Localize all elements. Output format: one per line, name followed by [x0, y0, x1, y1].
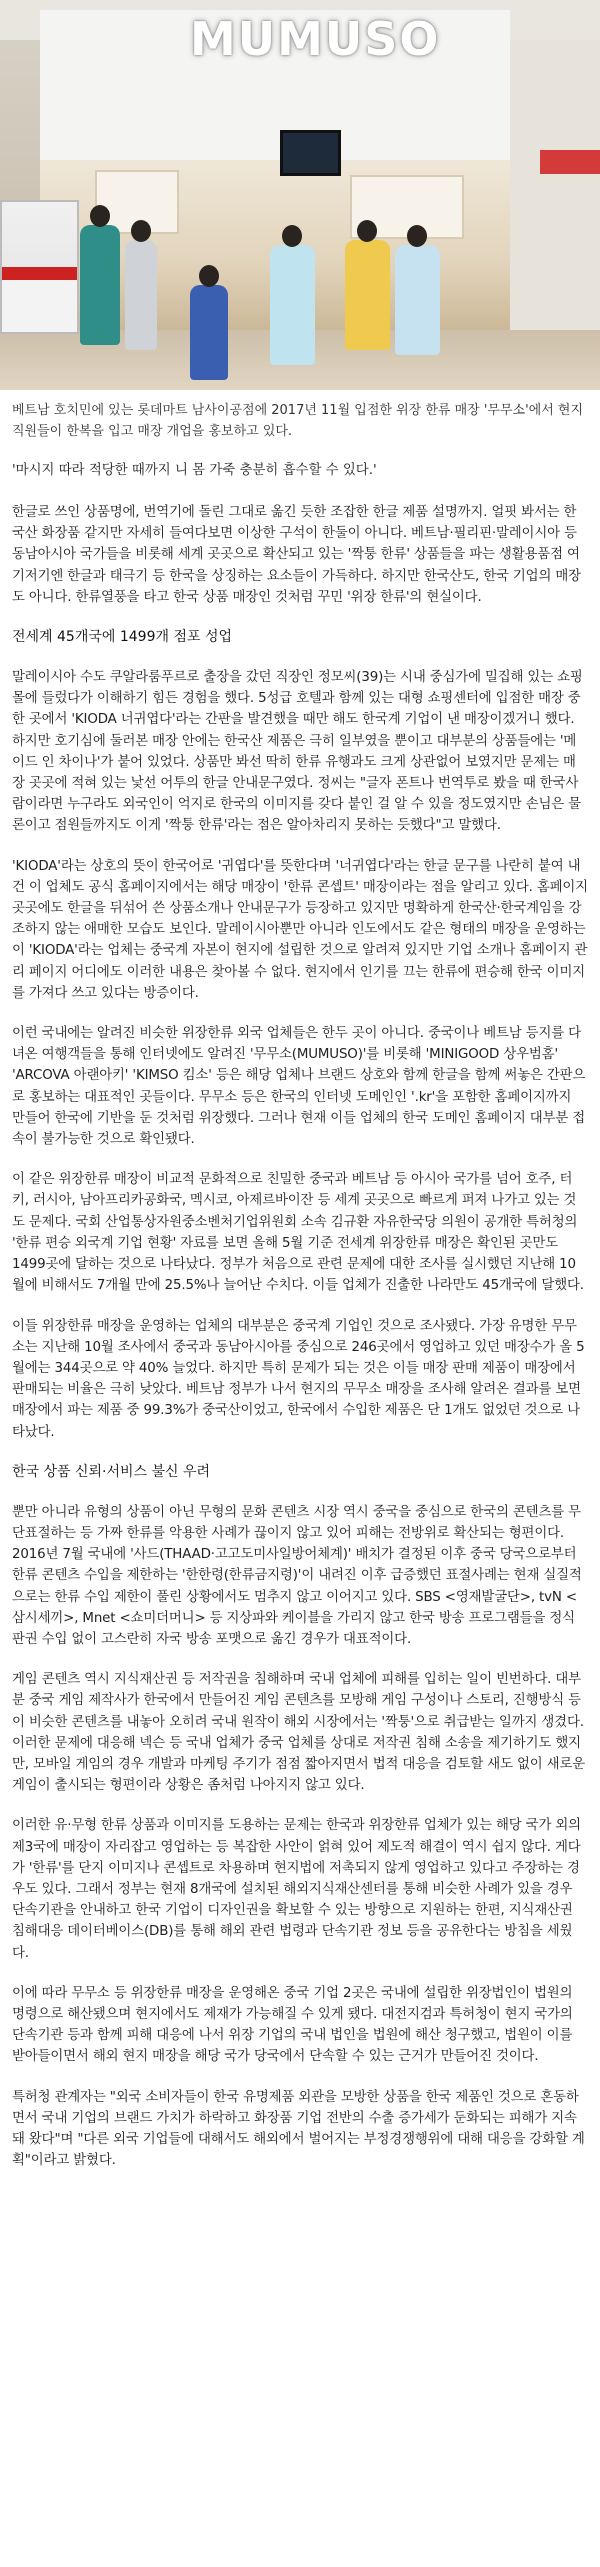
staff-hanbok-figure: [345, 240, 390, 350]
visitor-figure: [125, 240, 157, 350]
article-paragraph: 이런 국내에는 알려진 비슷한 위장한류 외국 업체들은 한두 곳이 아니다. 중국이나 베트남 등지를 다녀온 여행객들을 통해 인터넷에도 알려진 '무무소(MUMUSO)'를 비롯해 'MINIGOOD 상우범홈' 'ARCOVA 아랜아키' 'KIMSO 킴소' 등은 해당 업체나 브랜드 상호와 함께 한글을 함께 써놓은 간판으로 홍보하는 대표적인 곳들이다. 무무소 등은 한국의 인터넷 도메인인 '.kr'을 포함한 홈페이지까지 만들어 한국에 기반을 둔 것처럼 위장했다. 그러나 현재 이들 업체의 한국 도메인 홈페이지 대부분 접속이 불가능한 것으로 확인됐다.: [12, 1026, 586, 1148]
article-body: [0, 446, 600, 2171]
article-paragraph: 이러한 유·무형 한류 상품과 이미지를 도용하는 문제는 한국과 위장한류 업체가 있는 해당 국가 외의 제3국에 매장이 자리잡고 영업하는 등 복잡한 사안이 얽혀 있어 제도적 해결이 역시 쉽지 않다. 게다가 '한류'를 단지 이미지나 콘셉트로 차용하며 현지법에 저촉되지 않게 영업하고 있다고 주장하는 경우도 있다. 그래서 정부는 현재 8개국에 설치된 해외지식재산센터를 통해 비슷한 사례가 있을 경우 단속기관을 안내하고 한국 기업이 디자인권을 확보할 수 있는 방향으로 지원하는 한편, 지식재산권 침해대응 데이터베이스(DB)를 통해 해외 관련 법령과 단속기관 정보 등을 공유한다는 방침을 세웠다.: [12, 1818, 581, 1961]
child-head: [199, 265, 219, 287]
article-quote: '마시지 따라 적당한 때까지 니 몸 가죽 충분히 흡수할 수 있다.': [12, 463, 377, 478]
display-screen: [280, 130, 341, 176]
article-paragraph: 한글로 쓰인 상품명에, 번역기에 돌린 그대로 옮긴 듯한 조잡한 한글 제품 설명까지. 얼핏 봐서는 한국산 화장품 같지만 자세히 들여다보면 이상한 구석이 한둘이 아니다. 베트남·필리핀·말레이시아 등 동남아시아 국가들을 비롯해 세계 곳곳으로 확산되고 있는 '짝퉁 한류' 상품들을 파는 생활용품점 여기저기엔 한글과 태극기 등 한국을 상징하는 요소들이 가득하다. 하지만 한국산도, 한국 기업의 매장도 아니다. 한류열풍을 타고 한국 상품 매장인 것처럼 꾸민 '위장 한류'의 현실이다.: [12, 505, 581, 605]
article-paragraph: 이들 위장한류 매장을 운영하는 업체의 대부분은 중국계 기업인 것으로 조사됐다. 가장 유명한 무무소는 지난해 10월 조사에서 중국과 동남아시아를 중심으로 246곳에서 영업하고 있던 매장수가 올 5월에는 344곳으로 약 40% 늘었다. 하지만 특히 문제가 되는 것은 이들 매장 판매 제품이 매장에서 판매되는 비율은 극히 낮았다. 베트남 정부가 나서 현지의 무무소 매장을 조사해 알려온 결과를 보면 매장에서 파는 제품 중 99.3%가 중국산이었고, 한국에서 수입한 제품은 단 1개도 없었던 것으로 나타났다.: [12, 1318, 585, 1440]
article-paragraph: 'KIODA'라는 상호의 뜻이 한국어로 '귀엽다'를 뜻한다며 '너귀엽다'라는 한글 문구를 나란히 붙여 내건 이 업체도 공식 홈페이지에서는 해당 매장이 '한류 콘셉트' 매장이라는 점을 알리고 있다. 홈페이지 곳곳에도 한글을 뒤섞어 쓴 상품소개나 안내문구가 등장하고 있지만 명확하게 한국산·한국계임을 강조하지 않는 애매한 모습도 보인다. 말레이시아뿐만 아니라 인도에서도 같은 형태의 매장을 운영하는 이 'KIODA'라는 업체는 중국계 자본이 현지에 설립한 것으로 알려져 있지만 기업 소개나 홈페이지 관리 페이지 어디에도 이러한 내용은 찾아볼 수 없다. 현지에서 인기를 끄는 한류에 편승해 한국 이미지를 가져다 쓰고 있다는 방증이다.: [12, 858, 588, 1001]
article-paragraph: 말레이시아 수도 쿠알라룸푸르로 출장을 갔던 직장인 정모씨(39)는 시내 중심가에 밀집해 있는 쇼핑몰에 들렀다가 이해하기 힘든 경험을 했다. 5성급 호텔과 함께 있는 대형 쇼핑센터에 입점한 매장 중 한 곳에서 'KIODA 너귀엽다'라는 간판을 발견했을 때만 해도 한국계 기업이 낸 매장이겠거니 했다. 하지만 호기심에 둘러본 매장 안에는 한국산 제품은 극히 일부였을 뿐이고 대부분의 상품들에는 '메이드 인 차이나'가 붙어 있었다. 상품만 봐선 딱히 한류 유행과도 크게 상관없어 보였지만 문제는 매장 곳곳에 적혀 있는 낯선 어투의 한글 안내문구였다. 정씨는 "글자 폰트나 번역투로 봤을 때 한국사람이라면 누구라도 외국인이 억지로 한국의 이미지를 갖다 붙인 걸 알 수 있을 정도였지만 손님은 물론이고 점원들까지도 이게 '짝퉁 한류'라는 점은 알아차리지 못하는 듯했다"고 말했다.: [12, 670, 583, 834]
visitor-head: [90, 205, 110, 227]
article-paragraph: 이에 따라 무무소 등 위장한류 매장을 운영해온 중국 기업 2곳은 국내에 설립한 위장법인이 법원의 명령으로 해산됐으며 현지에서도 제재가 가능해질 수 있게 됐다. 대전지검과 특허청이 현지 국가의 단속기관 등과 함께 피해 대응에 나서 위장 기업의 국내 법인을 법원에 해산 청구했고, 법원이 이를 받아들이면서 해외 현지 매장을 해당 국가 당국에서 단속할 수 있는 근거가 만들어진 것이다.: [12, 1985, 573, 2065]
visitor-head: [131, 220, 151, 242]
brand-sign: MUMUSO: [190, 12, 441, 66]
child-figure: [190, 285, 228, 380]
adjacent-store-sign: [540, 150, 600, 174]
section-heading: 한국 상품 신뢰·서비스 불신 우려: [12, 1463, 211, 1480]
visitor-figure: [80, 225, 120, 345]
article-paragraph: 특허청 관계자는 "외국 소비자들이 한국 유명제품 외관을 모방한 상품을 한국 제품인 것으로 혼동하면서 국내 기업의 브랜드 가치가 하락하고 화장품 기업 전반의 수출 증가세가 둔화되는 피해가 지속돼 왔다"며 "다른 외국 기업들에 대해서도 해외에서 벌어지는 부정경쟁행위에 대해 대응을 강화할 계획"이라고 밝혔다.: [12, 2089, 585, 2169]
staff-hanbok-figure: [270, 245, 315, 365]
staff-head: [357, 220, 377, 242]
staff-hanbok-figure: [395, 245, 440, 355]
adjacent-store-wall: [510, 40, 600, 330]
article-paragraph: 게임 콘텐츠 역시 지식재산권 등 저작권을 침해하며 국내 업체에 피해를 입히는 일이 빈번하다. 대부분 중국 게임 제작사가 한국에서 만들어진 게임 콘텐츠를 모방해 게임 구성이나 스토리, 진행방식 등이 비슷한 콘텐츠를 내놓아 오히려 국내 원작이 해외 시장에서는 '짝퉁'으로 취급받는 일까지 생겼다. 이러한 문제에 대응해 넥슨 등 국내 업체가 중국 업체를 상대로 저작권 침해 소송을 제기하기도 했지만, 모바일 게임의 경우 개발과 마케팅 주기가 점점 짧아지면서 법적 대응을 검토할 새도 없이 새로운 게임이 출시되는 형편이라 상황은 좀처럼 나아지지 않고 있다.: [12, 1672, 586, 1794]
staff-head: [407, 225, 427, 247]
photo-caption: 베트남 호치민에 있는 롯데마트 남사이공점에 2017년 11월 입점한 위장 한류 매장 '무무소'에서 현지 직원들이 한복을 입고 매장 개업을 홍보하고 있다.: [12, 403, 584, 439]
staff-head: [282, 225, 302, 247]
section-heading: 전세계 45개국에 1499개 점포 성업: [12, 629, 233, 646]
article-paragraph: 이 같은 위장한류 매장이 비교적 문화적으로 친밀한 중국과 베트남 등 아시아 국가를 넘어 호주, 터키, 러시아, 남아프리카공화국, 멕시코, 아제르바이잔 등 세계 곳곳으로 빠르게 퍼져 나가고 있는 것도 문제다. 국회 산업통상자원중소벤처기업위원회 소속 김규환 자유한국당 의원이 공개한 특허청의 '한류 편승 외국계 기업 현황' 자료를 보면 올해 5월 기준 전세계 위장한류 매장은 확인된 곳만도 1499곳에 달하는 것으로 나타났다. 정부가 처음으로 관련 문제에 대한 조사를 실시했던 지난해 10월에 비해서도 7개월 만에 25.5%나 늘어난 수치다. 이들 업체가 진출한 나라만도 45개국에 달했다.: [12, 1172, 584, 1294]
store-photo: [0, 0, 600, 390]
article-paragraph: 뿐만 아니라 유형의 상품이 아닌 무형의 문화 콘텐츠 시장 역시 중국을 중심으로 한국의 콘텐츠를 무단표절하는 등 가짜 한류를 악용한 사례가 끊이지 않고 있어 피해는 전방위로 확산되는 형편이다. 2016년 7월 국내에 '사드(THAAD·고고도미사일방어체계)' 배치가 결정된 이후 중국 당국으로부터 한류 콘텐츠 수입을 제한하는 '한한령(한류금지령)'이 내려진 이후 급증했던 표절사례는 현재 실질적으로는 한류 수입 제한이 풀린 상황에서도 멈추지 않고 이어지고 있다. SBS <영재발굴단>, tvN <삼시세끼>, Mnet <쇼미더머니> 등 지상파와 케이블을 가리지 않고 한국 방송 프로그램들을 정식 판권 수입 없이 고스란히 자국 방송 포맷으로 옮긴 경우가 대표적이다.: [12, 1504, 582, 1647]
promo-poster: [0, 200, 79, 334]
